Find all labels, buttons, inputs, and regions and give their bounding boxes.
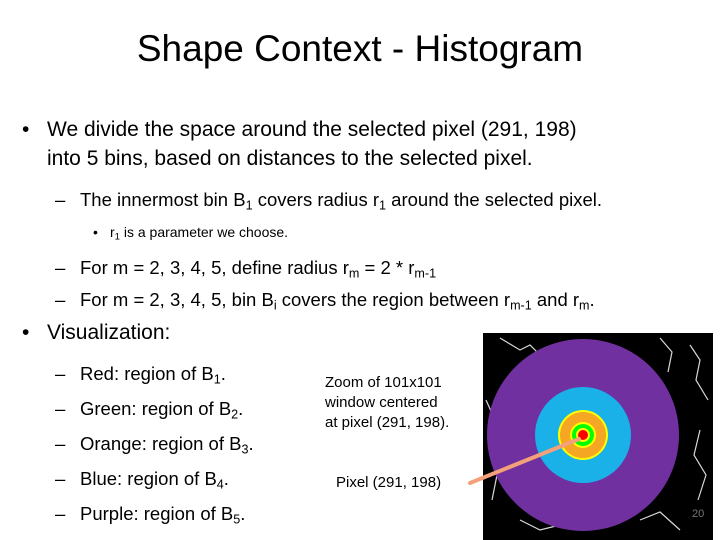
zoom-caption-line3: at pixel (291, 198). — [325, 414, 450, 431]
bullet-dot: • — [22, 118, 30, 141]
viz-item-red: Red: region of $B_1$. — [80, 363, 226, 387]
dash-bullet: – — [55, 257, 66, 278]
sub-bullet-define-radius: For m = 2, 3, 4, 5, define radius $r_m = 2 * r_{m-1}$ — [80, 257, 437, 281]
bullet2-visualization: Visualization: — [47, 321, 171, 344]
viz-item-green: Green: region of $B_2$. — [80, 398, 244, 422]
dash-bullet: – — [55, 189, 66, 210]
zoom-caption-line2: window centered — [325, 394, 438, 411]
dash-bullet: – — [55, 468, 66, 489]
bullet1-line2: into 5 bins, based on distances to the selected pixel. — [47, 147, 533, 170]
pixel-caption: Pixel (291, 198) — [336, 474, 442, 491]
page-number: 20 — [692, 508, 705, 520]
viz-item-purple: Purple: region of $B_5$. — [80, 503, 246, 527]
dash-bullet: – — [55, 398, 66, 419]
bullet-dot: • — [22, 321, 30, 344]
small-bullet-dot: • — [93, 224, 98, 240]
bullet1-line1: We divide the space around the selected pixel (291, 198) — [47, 118, 577, 141]
zoom-caption-line1: Zoom of 101x101 — [325, 374, 442, 391]
sub-bullet-bin-region: For m = 2, 3, 4, 5, bin $B_i$ covers the region between $r_{m-1}$ and $r_m$. — [80, 289, 595, 313]
zoom-caption — [325, 373, 449, 433]
viz-item-blue: Blue: region of $B_4$. — [80, 468, 229, 492]
subsub-bullet-r1: $r_1$ is a parameter we choose. — [110, 224, 289, 243]
dash-bullet: – — [55, 363, 66, 384]
sub-bullet-innermost-bin: The innermost bin $B_1$ covers radius $r_1$ around the selected pixel. — [80, 189, 603, 213]
viz-item-orange: Orange: region of $B_3$. — [80, 433, 254, 457]
slide-title: Shape Context - Histogram — [136, 28, 584, 69]
dash-bullet: – — [55, 433, 66, 454]
dash-bullet: – — [55, 289, 66, 310]
dash-bullet: – — [55, 503, 66, 524]
